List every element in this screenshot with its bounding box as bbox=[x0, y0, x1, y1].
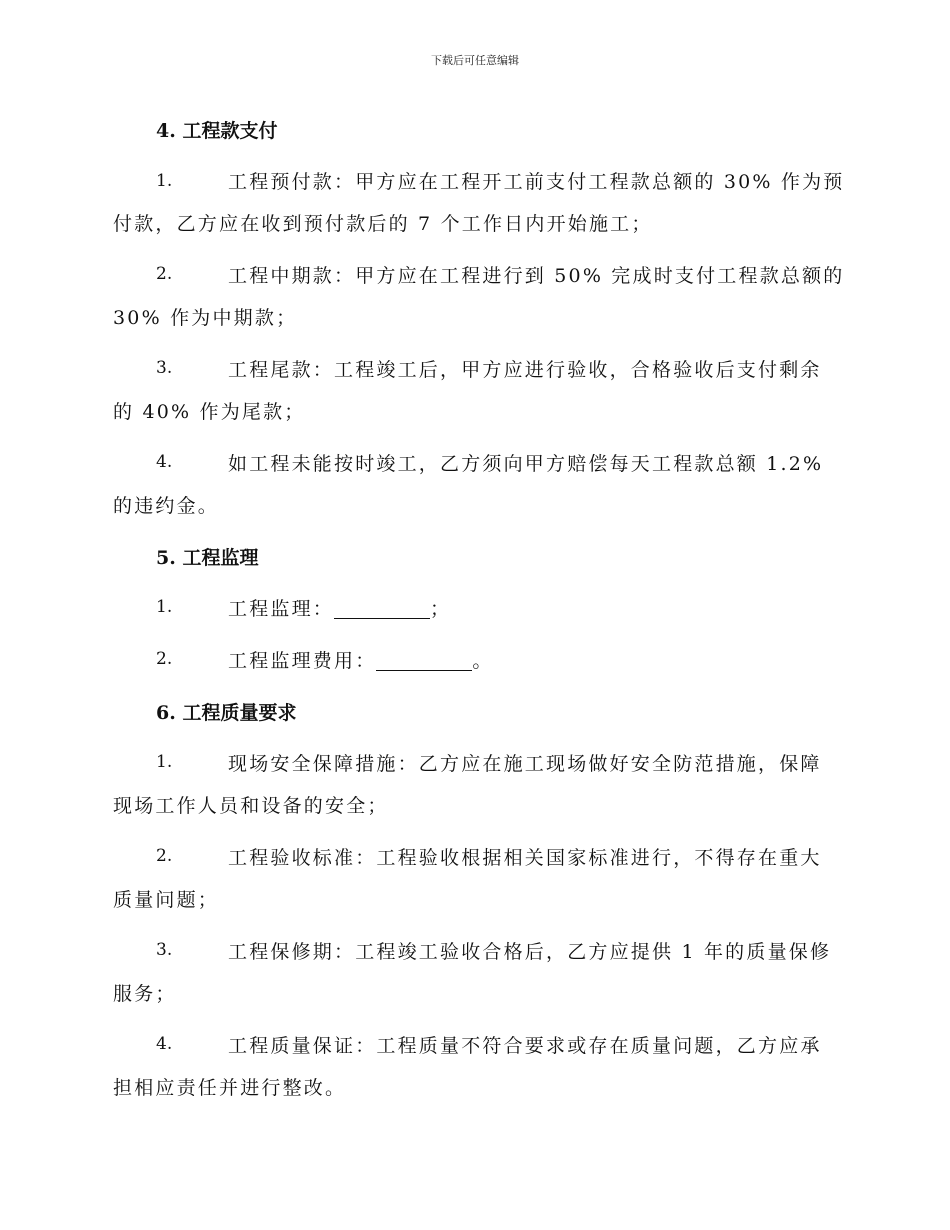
list-item-number: 4. bbox=[156, 1034, 173, 1054]
list-item-number: 2. bbox=[156, 264, 173, 284]
list-item-text-continued: 质量问题； bbox=[113, 889, 220, 911]
list-item-number: 4. bbox=[156, 452, 173, 472]
list-item-number: 3. bbox=[156, 358, 173, 378]
list-item-text bbox=[228, 646, 494, 673]
punctuation: 。 bbox=[472, 650, 494, 672]
list-item-text: 工程保修期：工程竣工验收合格后，乙方应提供 1 年的质量保修 bbox=[228, 941, 832, 963]
list-item-text: 工程验收标准：工程验收根据相关国家标准进行，不得存在重大 bbox=[228, 847, 822, 869]
list-item-text: 现场安全保障措施：乙方应在施工现场做好安全防范措施，保障 bbox=[228, 753, 822, 775]
list-item-number: 2. bbox=[156, 649, 173, 669]
list-item-number: 3. bbox=[156, 940, 173, 960]
list-item-number: 1. bbox=[156, 171, 173, 191]
list-item-number: 2. bbox=[156, 846, 173, 866]
list-item-text: 工程质量保证：工程质量不符合要求或存在质量问题，乙方应承 bbox=[228, 1035, 822, 1057]
section-heading-supervision: 5. 工程监理 bbox=[156, 547, 259, 569]
list-item-text-continued: 现场工作人员和设备的安全； bbox=[113, 795, 389, 817]
list-item-text-continued: 30% 作为中期款； bbox=[113, 307, 298, 329]
list-item-text bbox=[228, 594, 451, 621]
list-item-text: 工程预付款：甲方应在工程开工前支付工程款总额的 30% 作为预 bbox=[228, 171, 845, 193]
supervision-fee-label: 工程监理费用： bbox=[228, 650, 377, 672]
list-item-text: 如工程未能按时竣工，乙方须向甲方赔偿每天工程款总额 1.2% bbox=[228, 453, 824, 475]
section-heading-quality: 6. 工程质量要求 bbox=[156, 702, 297, 724]
punctuation: ； bbox=[430, 598, 452, 620]
supervision-fee-blank-field bbox=[376, 652, 472, 671]
list-item-number: 1. bbox=[156, 597, 173, 617]
list-item-text-continued: 担相应责任并进行整改。 bbox=[113, 1077, 347, 1099]
list-item-text-continued: 的违约金。 bbox=[113, 495, 220, 517]
section-heading-payment: 4. 工程款支付 bbox=[156, 120, 278, 142]
list-item-text-continued: 服务； bbox=[113, 983, 177, 1005]
list-item-text-continued: 的 40% 作为尾款； bbox=[113, 401, 306, 423]
supervisor-label: 工程监理： bbox=[228, 598, 335, 620]
supervisor-blank-field bbox=[334, 600, 430, 619]
page-header: 下载后可任意编辑 bbox=[431, 54, 519, 67]
list-item-text: 工程尾款：工程竣工后，甲方应进行验收，合格验收后支付剩余 bbox=[228, 359, 822, 381]
list-item-text: 工程中期款：甲方应在工程进行到 50% 完成时支付工程款总额的 bbox=[228, 265, 845, 287]
list-item-number: 1. bbox=[156, 752, 173, 772]
list-item-text-continued: 付款，乙方应在收到预付款后的 7 个工作日内开始施工； bbox=[113, 213, 653, 235]
